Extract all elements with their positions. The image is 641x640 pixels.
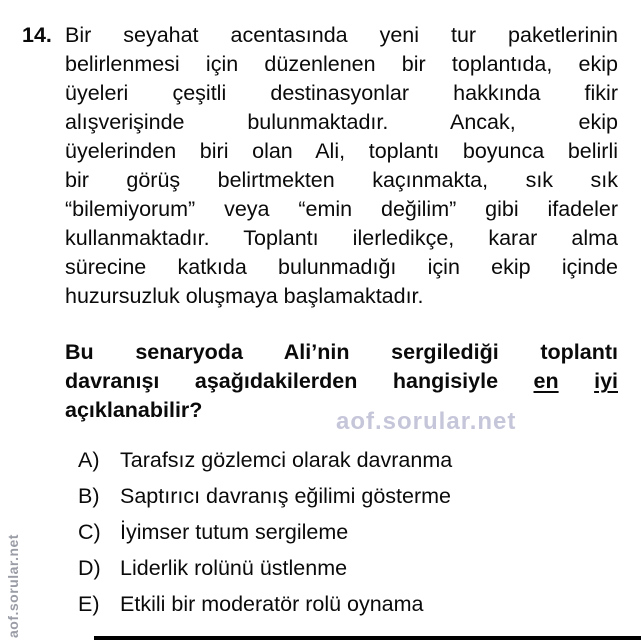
option-text: Tarafsız gözlemci olarak davranma — [120, 448, 453, 472]
paragraph-line: üyeleri çeşitli destinasyonlar hakkında fikir — [65, 81, 618, 105]
prompt-line: Bu senaryoda Ali’nin sergilediği toplantı — [65, 340, 618, 364]
paragraph-line: sürecine katkıda bulunmadığı için ekip içinde — [65, 255, 618, 279]
paragraph-line: Bir seyahat acentasında yeni tur paketlerinin — [65, 23, 618, 47]
option-letter: C) — [78, 520, 101, 544]
option-e — [78, 590, 452, 619]
paragraph-line: huzursuzluk oluşmaya başlamaktadır. — [65, 284, 424, 308]
option-c — [78, 518, 452, 547]
watermark-left-vertical: aof.sorular.net — [5, 534, 21, 638]
option-text: Liderlik rolünü üstlenme — [120, 556, 348, 580]
option-a — [78, 446, 452, 475]
option-text: Saptırıcı davranış eğilimi gösterme — [120, 484, 451, 508]
prompt-line: açıklanabilir? — [65, 398, 203, 422]
paragraph-line: bir görüş belirtmekten kaçınmakta, sık sık — [65, 168, 618, 192]
option-d — [78, 554, 452, 583]
paragraph-line: “bilemiyorum” veya “emin değilim” gibi ifadeler — [65, 197, 618, 221]
paragraph-line: belirlenmesi için düzenlenen bir toplantıda, ekip — [65, 52, 618, 76]
option-b — [78, 482, 452, 511]
question-content — [65, 21, 618, 425]
paragraph-line: üyelerinden biri olan Ali, toplantı boyunca belirli — [65, 139, 618, 163]
paragraph-line: kullanmaktadır. Toplantı ilerledikçe, karar alma — [65, 226, 618, 250]
option-letter: A) — [78, 448, 100, 472]
prompt-line2-text: davranışı aşağıdakilerden hangisiyle — [65, 369, 499, 393]
question-paragraph — [65, 21, 618, 311]
question-block — [22, 21, 618, 425]
option-letter: B) — [78, 484, 100, 508]
prompt-line — [65, 367, 618, 396]
underlined-word-iyi: iyi — [594, 369, 618, 393]
option-letter: D) — [78, 556, 101, 580]
bottom-divider-bar — [94, 636, 641, 640]
watermark-center: aof.sorular.net — [336, 408, 517, 435]
question-number: 14. — [22, 23, 52, 47]
paragraph-line: alışverişinde bulunmaktadır. Ancak, ekip — [65, 110, 618, 134]
underlined-word-en: en — [533, 369, 559, 393]
options-list — [78, 446, 452, 626]
option-letter: E) — [78, 592, 100, 616]
option-text: Etkili bir moderatör rolü oynama — [120, 592, 424, 616]
option-text: İyimser tutum sergileme — [120, 520, 349, 544]
